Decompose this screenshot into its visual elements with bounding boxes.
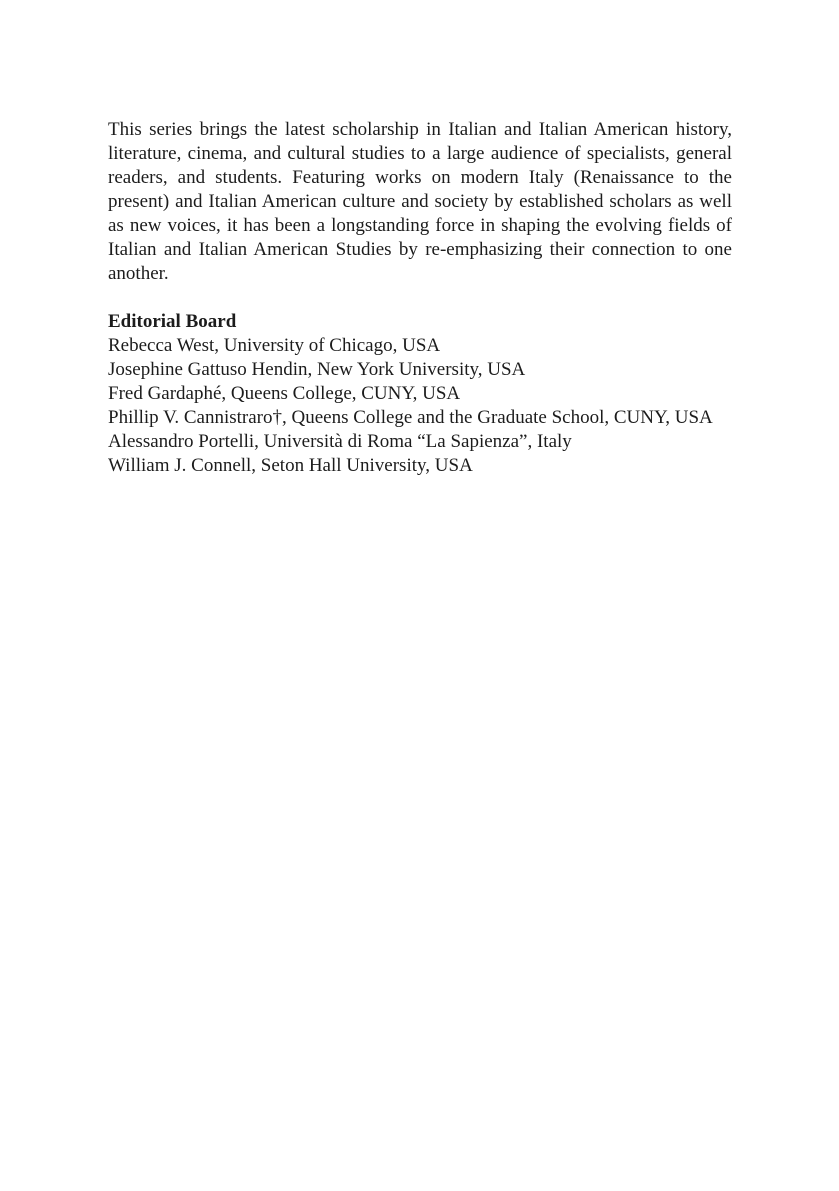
board-member: Alessandro Portelli, Università di Roma “La Sapienza”, Italy: [108, 431, 572, 452]
editorial-board-list: [108, 334, 732, 478]
editorial-board-heading: Editorial Board: [108, 311, 237, 332]
board-member: Josephine Gattuso Hendin, New York University, USA: [108, 359, 526, 380]
page-content: [108, 118, 732, 478]
board-member: Fred Gardaphé, Queens College, CUNY, USA: [108, 383, 461, 404]
board-member: William J. Connell, Seton Hall University, USA: [108, 455, 473, 476]
series-description: This series brings the latest scholarship in Italian and Italian American history, literature, cinema, and cultural studies to a large audience of specialists, general readers, and students. Featuring works on modern Italy (Renaissance to the present) and Italian American culture and society by established scholars as well as new voices, it has been a longstanding force in shaping the evolving fields of Italian and Italian American Studies by re-emphasizing their connection to one another.: [108, 119, 732, 284]
board-member: Rebecca West, University of Chicago, USA: [108, 335, 441, 356]
board-member: Phillip V. Cannistraro†, Queens College and the Graduate School, CUNY, USA: [108, 407, 713, 428]
